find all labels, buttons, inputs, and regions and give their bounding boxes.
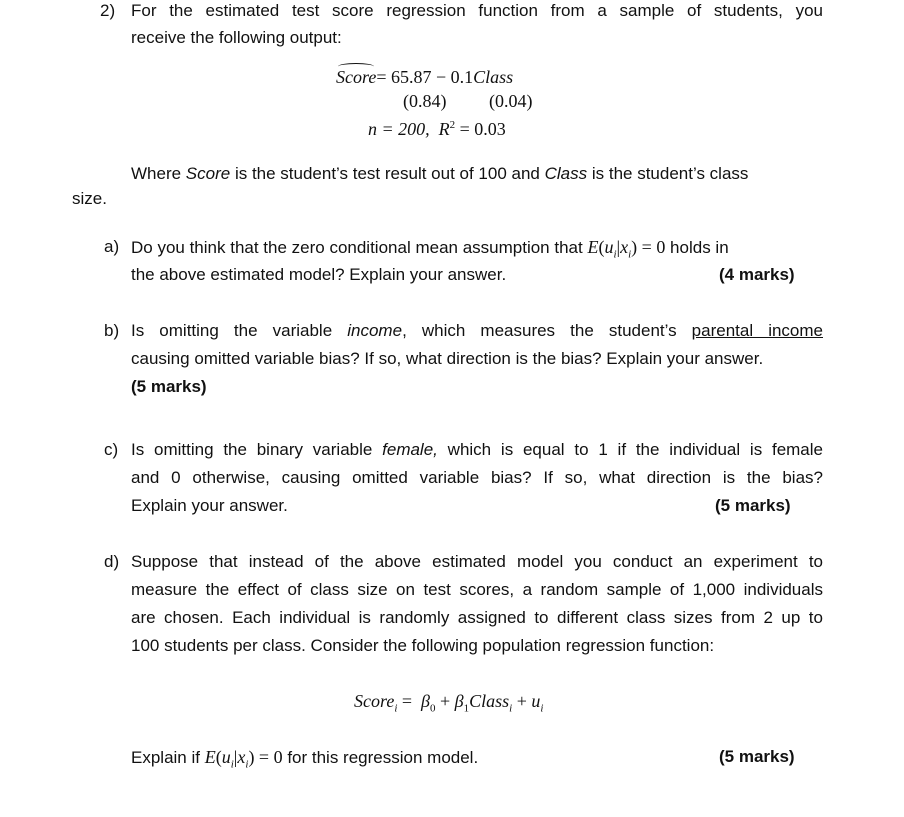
where-pre: Where [131,164,186,183]
equation-rhs: = 65.87 − 0.1 [376,67,474,87]
part-a-math: $E(u_i|x_i) = 0$ [587,237,666,261]
standard-error-intercept: (0.84) [403,91,447,111]
population-regression-equation: Score$_i$ = $\beta_0$ + $\beta_1Class_i + u_i$ [354,691,544,715]
part-d-marks: (5 marks) [719,747,795,766]
question-intro-line1: For the estimated test score regression function from a sample of students, you [131,1,823,20]
question-number: 2) [100,1,116,20]
part-b-income-var: income [347,321,403,340]
part-d-explain-post: for this regression model. [282,748,479,767]
part-a-line2: the above estimated model? Explain your answer. [131,265,507,284]
r2-letter: R [438,119,450,139]
equation-class-var: Class [473,67,514,87]
part-b-mid: , which measures the student’s [402,321,692,340]
n-stat: n = 200, [368,119,430,139]
estimated-equation [336,66,513,88]
part-b-line2: causing omitted variable bias? If so, what direction is the bias? Explain your answer. [131,349,764,368]
where-class-var: Class [544,164,588,183]
part-d-line1: Suppose that instead of the above estimated model you conduct an experiment to [131,552,823,571]
part-b-parental-income: parental income [691,321,823,340]
question-intro-line2: receive the following output: [131,28,342,47]
part-d-explain [131,746,478,776]
part-b-line1 [131,320,823,342]
regression-stats [368,114,506,140]
part-c-line1 [131,439,823,461]
part-d-line4: 100 students per class. Consider the following population regression function: [131,636,715,655]
part-a-marks: (4 marks) [719,265,795,284]
part-d-label: d) [104,552,120,571]
part-c-female-var: female, [382,440,438,459]
part-d-line2: measure the effect of class size on test scores, a random sample of 1,000 individuals [131,580,823,599]
where-score-var: Score [185,164,231,183]
part-d-explain-math: $E(u_i|x_i) = 0$ [204,747,283,771]
part-c-line2: and 0 otherwise, causing omitted variable bias? If so, what direction is the bias? [131,468,823,487]
where-mid: is the student’s test result out of 100 and [230,164,545,183]
part-a-line1 [131,236,729,266]
part-a-label: a) [104,237,120,256]
r2-superscript: 2 [449,119,456,131]
r2-value: = 0.03 [455,119,506,139]
part-a-end: holds in [665,238,729,257]
part-c-post: which is equal to 1 if the individual is female [437,440,823,459]
score-hat: Score [336,67,377,87]
part-b-label: b) [104,321,120,340]
part-b-marks: (5 marks) [131,377,207,396]
part-c-pre: Is omitting the binary variable [131,440,383,459]
part-d-line3: are chosen. Each individual is randomly assigned to different class sizes from 2 up to [131,608,823,627]
standard-error-slope: (0.04) [489,91,533,111]
part-a-text: Do you think that the zero conditional mean assumption that [131,238,588,257]
part-b-pre: Is omitting the variable [131,321,348,340]
part-d-explain-pre: Explain if [131,748,205,767]
where-line-continued: size. [72,189,107,208]
where-post: is the student’s class [587,164,749,183]
part-c-label: c) [104,440,119,459]
part-c-marks: (5 marks) [715,496,791,515]
part-c-line3: Explain your answer. [131,496,288,515]
where-line [131,163,748,185]
